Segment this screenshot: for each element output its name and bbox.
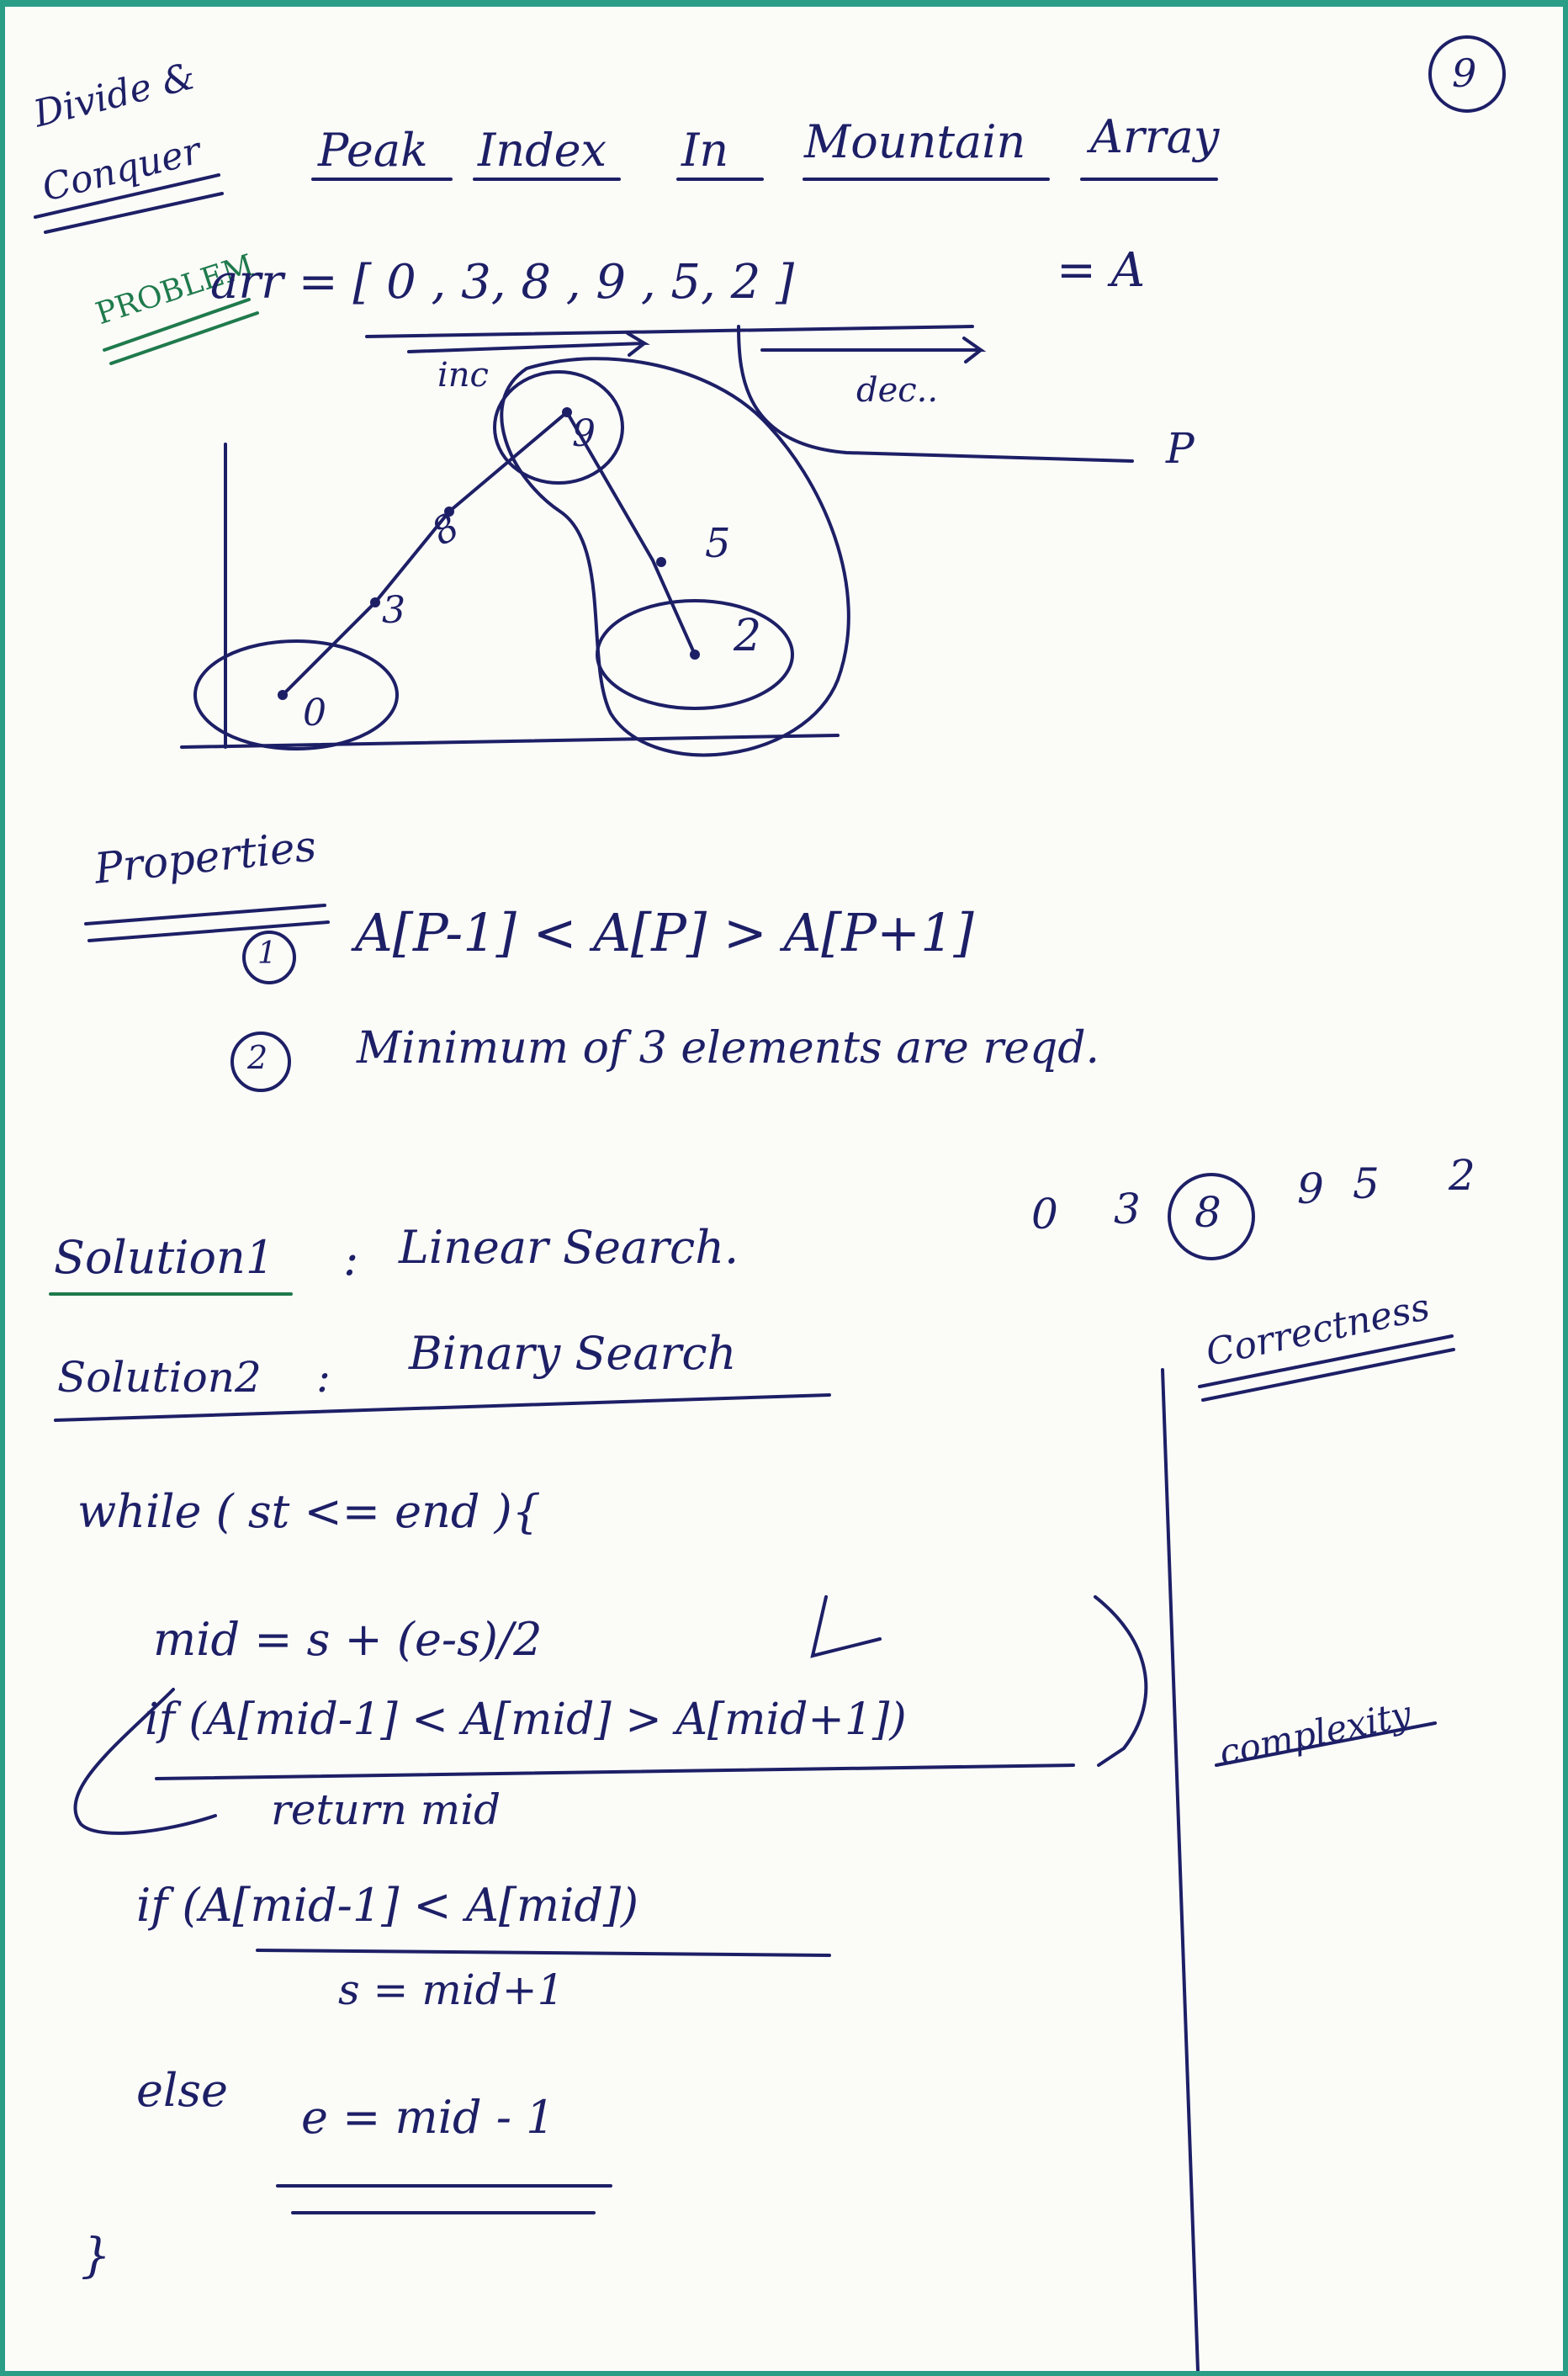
- point-3: [370, 597, 380, 607]
- code-line-close-brace: }: [81, 2229, 111, 2283]
- point-0: [278, 690, 288, 700]
- if-underline: [156, 1765, 1073, 1779]
- end-underline: [278, 2186, 611, 2213]
- property-2-number: 2: [247, 1039, 268, 1076]
- property-1-number: 1: [257, 936, 277, 971]
- solution2-colon: :: [316, 1353, 331, 1402]
- solution1-text: Linear Search.: [399, 1221, 739, 1274]
- solution2-label: Solution2: [57, 1353, 262, 1402]
- example-value-5: 5: [1353, 1159, 1380, 1208]
- code-line-return: return mid: [271, 1785, 501, 1834]
- array-bracket-line: [367, 326, 972, 337]
- check-mark: [813, 1597, 880, 1656]
- problem-label: PROBLEM: [92, 248, 258, 332]
- property-2-text: Minimum of 3 elements are reqd.: [357, 1023, 1100, 1074]
- page-number: 9: [1452, 50, 1477, 96]
- complexity-note: complexity: [1216, 1692, 1415, 1774]
- code-line-while: while ( st <= end ){: [77, 1485, 542, 1538]
- title-word-array: Array: [1090, 110, 1220, 163]
- example-value-3: 3: [1114, 1185, 1141, 1233]
- correctness-note: Correctness: [1202, 1285, 1433, 1375]
- title-word-peak: Peak: [318, 124, 428, 177]
- code-bracket-right: [1095, 1597, 1146, 1765]
- example-value-9: 9: [1297, 1164, 1324, 1213]
- topic-line2: Conquer: [38, 129, 205, 210]
- point-2: [690, 650, 700, 660]
- solution2-text: Binary Search: [409, 1327, 737, 1380]
- graph-label-9: 9: [572, 412, 596, 455]
- inc-label: inc: [437, 356, 489, 395]
- example-value-2: 2: [1449, 1151, 1475, 1200]
- if2-underline: [257, 1950, 829, 1955]
- properties-underline: [86, 905, 328, 941]
- loop-right-group: [501, 358, 849, 755]
- title-word-in: In: [681, 124, 729, 177]
- code-line-if-peak: if (A[mid-1] < A[mid] > A[mid+1]): [145, 1694, 907, 1745]
- topic-line1: Divide &: [29, 54, 200, 136]
- hand-drawn-marks: [5, 7, 1563, 2371]
- notebook-page: [5, 7, 1563, 2371]
- loop-peak: [495, 372, 622, 483]
- solution1-colon: :: [343, 1233, 359, 1286]
- property-1-text: A[P-1] < A[P] > A[P+1]: [355, 902, 974, 963]
- graph-label-0: 0: [303, 692, 326, 735]
- title-word-index: Index: [478, 124, 607, 177]
- graph-label-8: 8: [424, 505, 467, 554]
- graph-label-3: 3: [382, 589, 405, 632]
- graph-label-5: 5: [705, 520, 731, 567]
- example-value-8: 8: [1195, 1188, 1221, 1237]
- dec-label: dec..: [856, 371, 939, 410]
- code-line-e-update: e = mid - 1: [301, 2091, 555, 2144]
- code-line-if-ascending: if (A[mid-1] < A[mid]): [136, 1879, 639, 1932]
- graph-x-axis: [182, 735, 838, 747]
- mountain-line: [283, 412, 695, 695]
- graph-label-2: 2: [734, 611, 762, 661]
- array-definition: arr = [ 0 , 3, 8 , 9 , 5, 2 ]: [210, 255, 794, 310]
- peak-label: P: [1166, 424, 1195, 473]
- vertical-divider: [1163, 1370, 1198, 2371]
- properties-heading: Properties: [92, 821, 319, 894]
- dec-arrow: [762, 338, 981, 362]
- point-9: [562, 407, 572, 417]
- title-word-mountain: Mountain: [804, 115, 1026, 168]
- code-line-s-update: s = mid+1: [338, 1965, 564, 2014]
- point-5: [656, 557, 666, 567]
- array-equals-a: = A: [1057, 243, 1146, 298]
- code-line-mid: mid = s + (e-s)/2: [153, 1613, 543, 1666]
- solution1-label: Solution1: [54, 1231, 275, 1284]
- example-value-0: 0: [1031, 1190, 1058, 1238]
- code-line-else: else: [136, 2064, 228, 2117]
